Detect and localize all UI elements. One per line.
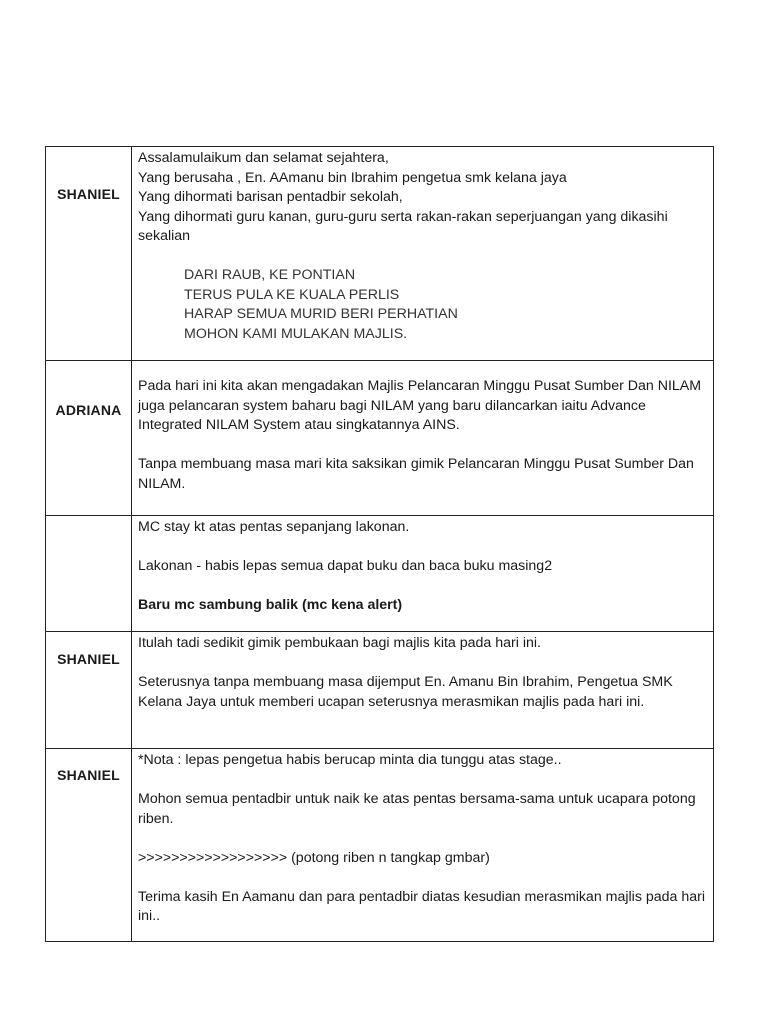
- stage-note: Lakonan - habis lepas semua dapat buku dan baca buku masing2: [138, 558, 553, 574]
- dialogue-cell: [132, 361, 714, 516]
- dialogue-line: Yang berusaha , En. AAmanu bin Ibrahim pengetua smk kelana jaya: [138, 169, 567, 186]
- pantun-line: HARAP SEMUA MURID BERI PERHATIAN: [184, 306, 458, 322]
- stage-note-cell: [132, 516, 714, 632]
- speaker-cell: [46, 632, 132, 749]
- bold-note: Baru mc sambung balik (mc kena alert): [138, 597, 403, 613]
- dialogue-cell: [132, 749, 714, 942]
- dialogue-paragraph: Terima kasih En Aamanu dan para pentadbir diatas kesudian merasmikan majlis pada hari ini..: [138, 888, 706, 924]
- speaker-cell: [46, 516, 132, 632]
- stage-note: MC stay kt atas pentas sepanjang lakonan.: [138, 519, 410, 535]
- script-table: [45, 146, 714, 942]
- speaker-cell: [46, 147, 132, 361]
- table-row: [46, 516, 714, 632]
- dialogue-cell: [132, 147, 714, 361]
- pantun-line: DARI RAUB, KE PONTIAN: [184, 267, 356, 283]
- stage-note: *Nota : lepas pengetua habis berucap minta dia tunggu atas stage..: [138, 752, 562, 768]
- dialogue-line: Yang dihormati guru kanan, guru-guru serta rakan-rakan seperjuangan yang dikasihi sekalian: [138, 208, 668, 244]
- table-row: [46, 147, 714, 361]
- table-row: [46, 632, 714, 749]
- table-row: [46, 361, 714, 516]
- table-row: [46, 749, 714, 942]
- stage-note: >>>>>>>>>>>>>>>>>> (potong riben n tangkap gmbar): [138, 849, 490, 866]
- dialogue-paragraph: Pada hari ini kita akan mengadakan Majlis Pelancaran Minggu Pusat Sumber Dan NILAM juga pelancaran system baharu bagi NILAM yang baru dilancarkan iaitu Advance Integrated NILAM System atau singkatannya AINS.: [138, 378, 702, 433]
- speaker-cell: [46, 361, 132, 516]
- dialogue-line: Assalamulaikum dan selamat sejahtera,: [138, 150, 389, 166]
- speaker-name: SHANIEL: [57, 767, 120, 783]
- pantun-line: TERUS PULA KE KUALA PERLIS: [184, 286, 400, 303]
- dialogue-cell: [132, 632, 714, 749]
- pantun-line: MOHON KAMI MULAKAN MAJLIS.: [184, 325, 408, 342]
- dialogue-paragraph: Mohon semua pentadbir untuk naik ke atas pentas bersama-sama untuk ucapara potong riben.: [138, 791, 696, 827]
- speaker-cell: [46, 749, 132, 942]
- speaker-name: ADRIANA: [55, 402, 122, 418]
- dialogue-paragraph: Tanpa membuang masa mari kita saksikan gimik Pelancaran Minggu Pusat Sumber Dan NILAM.: [138, 456, 694, 492]
- speaker-name: SHANIEL: [57, 185, 120, 202]
- speaker-name: SHANIEL: [57, 651, 120, 667]
- dialogue-line: Yang dihormati barisan pentadbir sekolah,: [138, 189, 403, 205]
- dialogue-paragraph: Seterusnya tanpa membuang masa dijemput En. Amanu Bin Ibrahim, Pengetua SMK Kelana Jaya untuk memberi ucapan seterusnya merasmikan majlis pada hari ini.: [138, 674, 673, 710]
- dialogue-paragraph: Itulah tadi sedikit gimik pembukaan bagi majlis kita pada hari ini.: [138, 635, 541, 651]
